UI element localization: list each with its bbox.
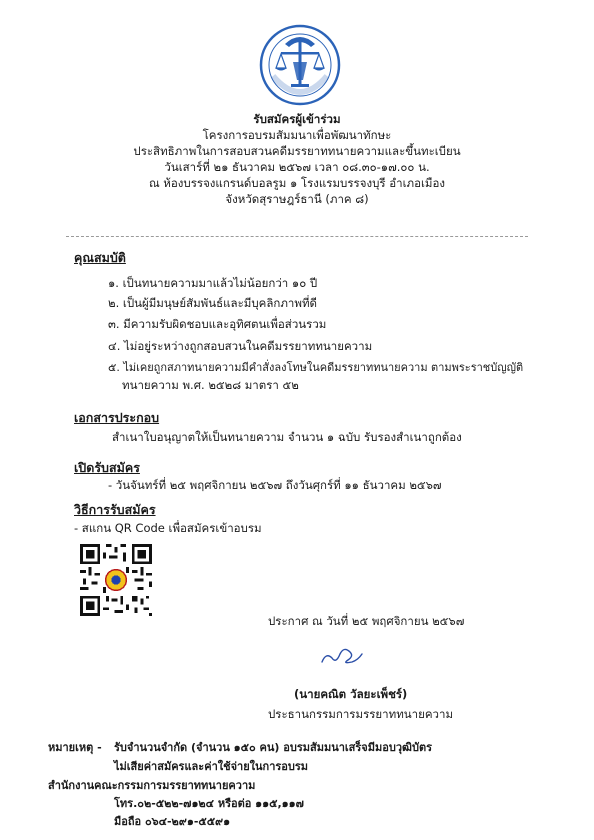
qualification-item: ๔. ไม่อยู่ระหว่างถูกสอบสวนในคดีมรรยาททนายความ <box>108 339 373 353</box>
header-line-3: วันเสาร์ที่ ๒๑ ธันวาคม ๒๕๖๗ เวลา ๐๘.๓๐-๑๗.๐๐ น. <box>164 160 430 174</box>
header-title: รับสมัครผู้เข้าร่วม <box>253 112 341 126</box>
qualifications-heading: คุณสมบัติ <box>74 250 126 265</box>
header-line-1: โครงการอบรมสัมมนาเพื่อพัฒนาทักษะ <box>202 128 392 142</box>
qualification-item: ๕. ไม่เคยถูกสภาทนายความมีคำสั่งลงโทษในคดีมรรยาททนายความ ตามพระราชบัญญัติ <box>108 361 524 374</box>
note-line-1: รับจำนวนจำกัด (จำนวน ๑๕๐ คน) อบรมสัมมนาเสร็จมีมอบวุฒิบัตร <box>114 741 432 754</box>
method-heading: วิธีการรับสมัคร <box>74 502 156 517</box>
signer-name: (นายคณิต วัลยะเพ็ชร์) <box>294 687 408 701</box>
qualification-item: ๓. มีความรับผิดชอบและอุทิศตนเพื่อส่วนรวม <box>108 317 327 331</box>
qualification-item: ๑. เป็นทนายความมาแล้วไม่น้อยกว่า ๑๐ ปี <box>108 276 318 290</box>
documents-heading: เอกสารประกอบ <box>74 410 160 425</box>
header-line-2: ประสิทธิภาพในการสอบสวนคดีมรรยาททนายความและขึ้นทะเบียน <box>133 144 461 158</box>
qualification-item: ๒. เป็นผู้มีมนุษย์สัมพันธ์และมีบุคลิกภาพที่ดี <box>108 296 318 310</box>
header-line-5: จังหวัดสุราษฎร์ธานี (ภาค ๘) <box>225 192 369 206</box>
divider <box>66 236 528 237</box>
signer-position: ประธานกรรมการมรรยาททนายความ <box>268 707 454 721</box>
header-line-4: ณ ห้องบรรจงแกรนด์บอลรูม ๑ โรงแรมบรรจงบุรี อำเภอเมือง <box>148 176 446 190</box>
note-mobile: มือถือ ๐๖๔-๒๙๑-๕๕๙๑ <box>114 815 231 828</box>
note-office: สำนักงานคณะกรรมการมรรยาททนายความ <box>48 779 256 792</box>
documents-text: สำเนาใบอนุญาตให้เป็นทนายความ จำนวน ๑ ฉบับ รับรองสำเนาถูกต้อง <box>112 430 462 444</box>
note-label: หมายเหตุ - <box>48 741 102 754</box>
note-tel: โทร.๐๒-๕๒๒-๗๑๒๔ หรือต่อ ๑๑๕,๑๑๗ <box>114 797 304 810</box>
lawyers-council-logo <box>259 24 341 106</box>
note-line-2: ไม่เสียค่าสมัครและค่าใช้จ่ายในการอบรม <box>114 760 309 773</box>
announcement-date: ประกาศ ณ วันที่ ๒๕ พฤศจิกายน ๒๕๖๗ <box>268 614 465 628</box>
opening-heading: เปิดรับสมัคร <box>74 460 140 475</box>
method-text: - สแกน QR Code เพื่อสมัครเข้าอบรม <box>74 521 262 535</box>
registration-qr-code[interactable] <box>80 544 152 616</box>
opening-text: - วันจันทร์ที่ ๒๕ พฤศจิกายน ๒๕๖๗ ถึงวันศุกร์ที่ ๑๑ ธันวาคม ๒๕๖๗ <box>108 478 442 492</box>
qualification-item-continued: ทนายความ พ.ศ. ๒๕๒๘ มาตรา ๕๒ <box>122 378 299 392</box>
signature-image <box>318 642 364 670</box>
